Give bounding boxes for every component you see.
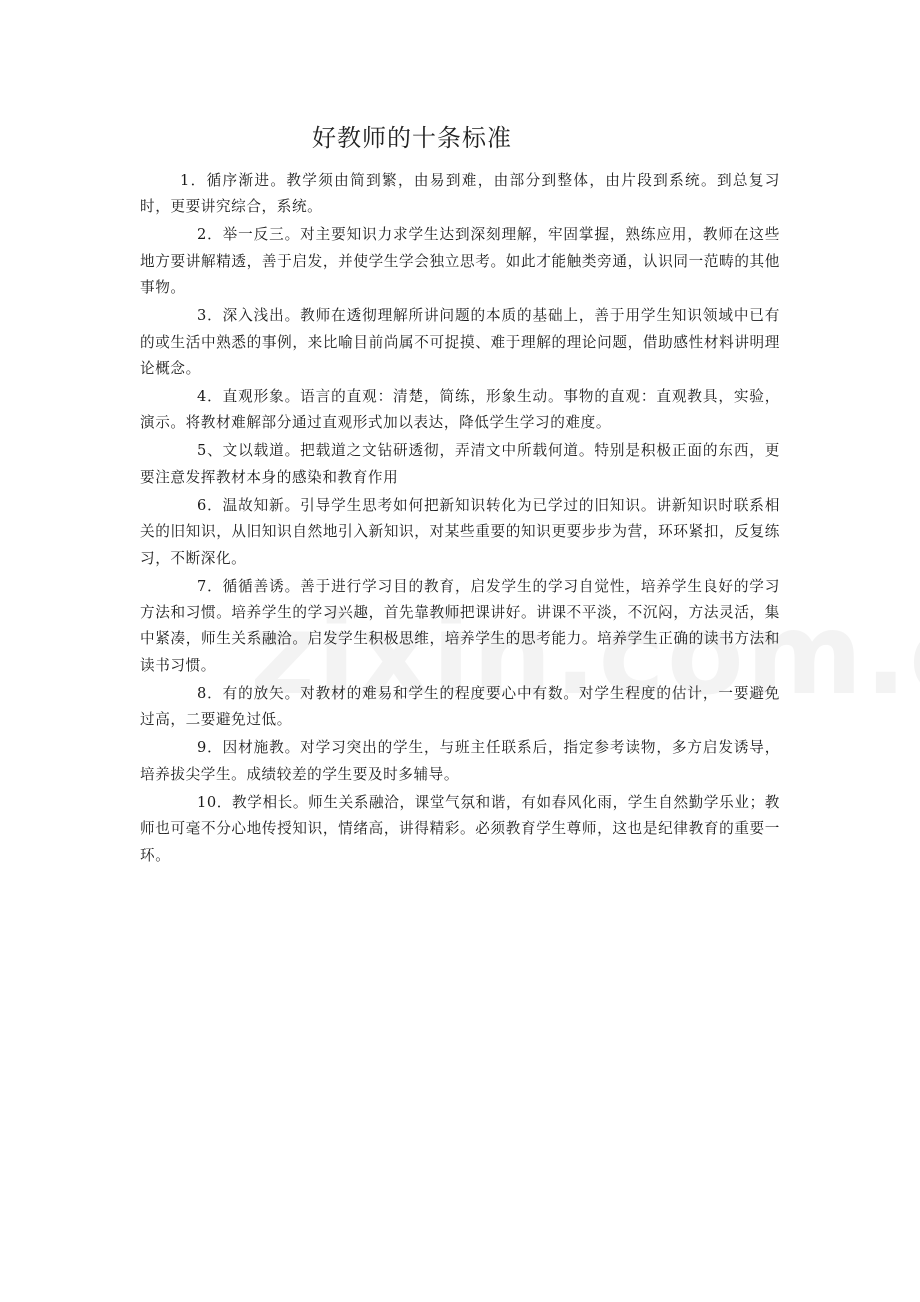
paragraph-3: 3．深入浅出。教师在透彻理解所讲问题的本质的基础上，善于用学生知识领域中已有的或生活中熟悉的事例，来比喻目前尚属不可捉摸、难于理解的理论问题，借助感性材料讲明理论概念。: [140, 307, 780, 378]
paragraph-2: 2．举一反三。对主要知识力求学生达到深刻理解，牢固掌握，熟练应用，教师在这些地方要讲解精透，善于启发，并使学生学会独立思考。如此才能触类旁通，认识同一范畴的其他事物。: [140, 226, 780, 297]
paragraph-9: 9．因材施教。对学习突出的学生，与班主任联系后，指定参考读物，多方启发诱导，培养拔尖学生。成绩较差的学生要及时多辅导。: [140, 739, 780, 783]
paragraph-10: 10．教学相长。师生关系融洽，课堂气氛和谐，有如春风化雨，学生自然勤学乐业；教师也可毫不分心地传授知识，情绪高，讲得精彩。必须教育学生尊师，这也是纪律教育的重要一环。: [140, 793, 780, 864]
document-body: [140, 168, 780, 871]
document-title: 好教师的十条标准: [312, 124, 512, 152]
paragraph-1: 1．循序渐进。教学须由简到繁，由易到难，由部分到整体，由片段到系统。到总复习时，更要讲究综合，系统。: [140, 172, 780, 216]
paragraph-7: 7．循循善诱。善于进行学习目的教育，启发学生的学习自觉性，培养学生良好的学习方法和习惯。培养学生的学习兴趣，首先靠教师把课讲好。讲课不平淡，不沉闷，方法灵活，集中紧凑，师生关系融洽。启发学生积极思维，培养学生的思考能力。培养学生正确的读书方法和读书习惯。: [140, 577, 780, 674]
paragraph-5: 5、文以载道。把载道之文钻研透彻，弄清文中所载何道。特别是积极正面的东西，更要注意发挥教材本身的感染和教育作用: [140, 442, 780, 486]
paragraph-6: 6．温故知新。引导学生思考如何把新知识转化为已学过的旧知识。讲新知识时联系相关的旧知识，从旧知识自然地引入新知识，对某些重要的知识更要步步为营，环环紧扣，反复练习，不断深化。: [140, 496, 780, 567]
paragraph-8: 8．有的放矢。对教材的难易和学生的程度要心中有数。对学生程度的估计，一要避免过高，二要避免过低。: [140, 684, 780, 729]
paragraph-4: 4．直观形象。语言的直观：清楚，简练，形象生动。事物的直观：直观教具，实验，演示。将教材难解部分通过直观形式加以表达，降低学生学习的难度。: [140, 388, 780, 432]
